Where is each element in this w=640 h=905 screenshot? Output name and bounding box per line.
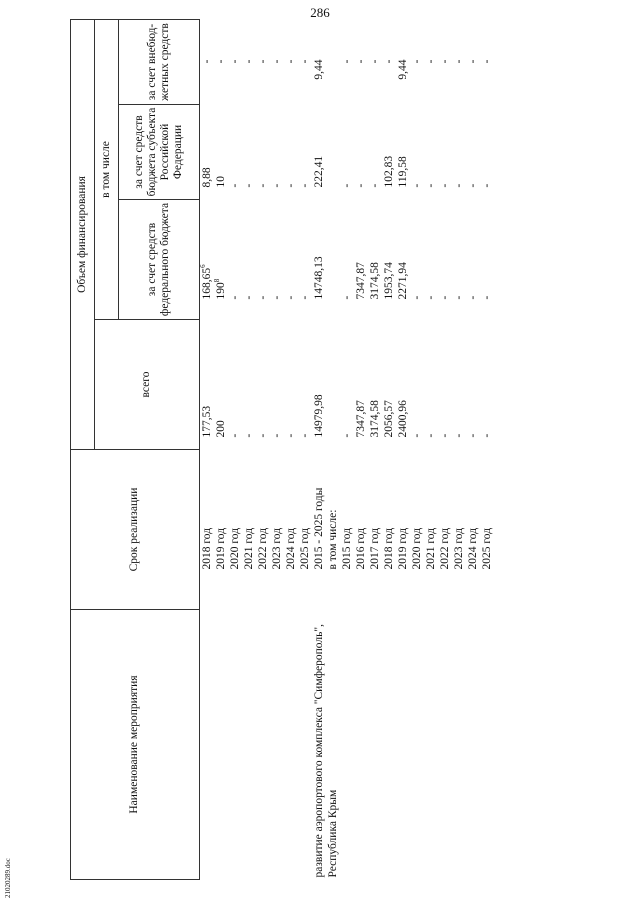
row-extrabudget: -: [369, 59, 381, 64]
header-federal: за счет средств федерального бюджета: [119, 200, 200, 320]
federal-value: -: [271, 295, 283, 300]
row-period: 2020 год: [411, 527, 423, 570]
row-extrabudget: -: [467, 59, 479, 64]
row-federal: [312, 200, 326, 320]
row-federal: [270, 200, 284, 320]
row-total: [326, 320, 340, 450]
row-period: 2021 год: [425, 527, 437, 570]
row-regional: 102,83: [383, 155, 395, 188]
row-name: [480, 610, 494, 880]
federal-value: -: [481, 295, 493, 300]
row-federal: [466, 200, 480, 320]
financing-table: [70, 19, 494, 880]
row-period: 2024 год: [467, 527, 479, 570]
row-federal: [382, 200, 396, 320]
row-period: 2021 год: [243, 527, 255, 570]
row-extrabudget: -: [299, 59, 311, 64]
row-regional: -: [257, 183, 269, 188]
row-extrabudget: -: [411, 59, 423, 64]
header-extrabudget: за счет внебюд-жетных средств: [119, 19, 200, 104]
row-extrabudget: -: [341, 59, 353, 64]
row-name: [270, 610, 284, 880]
row-name: [200, 610, 215, 880]
row-regional: 119,58: [397, 156, 409, 188]
row-name: [396, 610, 410, 880]
row-federal: [410, 200, 424, 320]
row-name: [368, 610, 382, 880]
table-row: [466, 19, 480, 879]
rotated-table-container: [70, 20, 580, 880]
row-name: [298, 610, 312, 880]
row-total: -: [271, 433, 283, 438]
row-regional: [326, 105, 340, 200]
row-federal: [298, 200, 312, 320]
table-row: [256, 19, 270, 879]
row-period: 2015 - 2025 годы: [313, 487, 325, 570]
table-row: [340, 19, 354, 879]
federal-value: -: [285, 295, 297, 300]
federal-value: 190: [215, 282, 227, 300]
table-row: [270, 19, 284, 879]
federal-value: -: [411, 295, 423, 300]
row-name: [452, 610, 466, 880]
row-period: 2025 год: [299, 527, 311, 570]
federal-value: -: [229, 295, 241, 300]
row-regional: -: [299, 183, 311, 188]
table-row: [354, 19, 368, 879]
table-row: [480, 19, 494, 879]
row-extrabudget: -: [229, 59, 241, 64]
row-regional: -: [439, 183, 451, 188]
row-total: -: [341, 433, 353, 438]
row-total: 177,53: [201, 405, 213, 438]
row-extrabudget: -: [355, 59, 367, 64]
row-period: 2020 год: [229, 527, 241, 570]
row-total: -: [439, 433, 451, 438]
row-extrabudget: 9,44: [313, 59, 325, 80]
row-total: -: [229, 433, 241, 438]
row-period: 2024 год: [285, 527, 297, 570]
row-federal: [326, 200, 340, 320]
row-regional: -: [467, 183, 479, 188]
table-row: [214, 19, 228, 879]
row-federal: [368, 200, 382, 320]
federal-value: -: [425, 295, 437, 300]
federal-value: -: [243, 295, 255, 300]
row-federal: [214, 200, 228, 320]
row-extrabudget: -: [481, 59, 493, 64]
table-row: [228, 19, 242, 879]
table-row: [438, 19, 452, 879]
row-regional: -: [341, 183, 353, 188]
federal-value: 1953,74: [383, 262, 395, 300]
row-name: [284, 610, 298, 880]
row-federal: [438, 200, 452, 320]
row-total: 2400,96: [397, 400, 409, 438]
table-row: [200, 19, 215, 879]
row-federal: [284, 200, 298, 320]
row-extrabudget: -: [201, 59, 213, 64]
table-row: [382, 19, 396, 879]
row-total: -: [257, 433, 269, 438]
row-extrabudget: -: [215, 59, 227, 64]
row-extrabudget: -: [257, 59, 269, 64]
row-total: -: [425, 433, 437, 438]
row-total: 3174,58: [369, 400, 381, 438]
row-extrabudget: [326, 19, 340, 104]
row-regional: -: [285, 183, 297, 188]
row-federal: [396, 200, 410, 320]
table-row: [410, 19, 424, 879]
row-federal: [340, 200, 354, 320]
row-regional: -: [243, 183, 255, 188]
table-row: [396, 19, 410, 879]
row-name: [438, 610, 452, 880]
row-name: [354, 610, 368, 880]
federal-value: 168,65: [201, 267, 213, 300]
row-regional: -: [425, 183, 437, 188]
row-period: 2022 год: [257, 527, 269, 570]
federal-value: 2271,94: [397, 262, 409, 300]
row-total: -: [299, 433, 311, 438]
row-period: 2018 год: [201, 527, 213, 570]
table-row: [452, 19, 466, 879]
row-extrabudget: 9,44: [397, 59, 409, 80]
row-period: в том числе:: [327, 509, 339, 570]
row-name: развитие аэропортового комплекса "Симферополь", Республика Крым: [313, 624, 339, 878]
row-name: [340, 610, 354, 880]
header-volume: Объем финансирования: [71, 19, 95, 449]
row-period: 2023 год: [453, 527, 465, 570]
row-extrabudget: -: [439, 59, 451, 64]
row-name: [256, 610, 270, 880]
table-row: [298, 19, 312, 879]
row-total: -: [285, 433, 297, 438]
row-federal: [200, 200, 215, 320]
row-regional: -: [453, 183, 465, 188]
row-regional: -: [271, 183, 283, 188]
header-total: всего: [95, 320, 200, 450]
row-name: [466, 610, 480, 880]
footnote-marker: 6: [199, 264, 208, 268]
table-row: [284, 19, 298, 879]
row-name: [424, 610, 438, 880]
row-period: 2025 год: [481, 527, 493, 570]
row-regional: -: [229, 183, 241, 188]
page-number: 286: [310, 5, 330, 20]
row-period: 2023 год: [271, 527, 283, 570]
row-regional: 10: [215, 176, 227, 188]
federal-value: -: [467, 295, 479, 300]
row-period: 2017 год: [369, 527, 381, 570]
row-regional: -: [411, 183, 423, 188]
row-federal: [452, 200, 466, 320]
row-federal: [256, 200, 270, 320]
row-total: 7347,87: [355, 400, 367, 438]
row-extrabudget: -: [243, 59, 255, 64]
row-total: -: [243, 433, 255, 438]
table-row: [368, 19, 382, 879]
table-row: [312, 19, 326, 879]
federal-value: -: [299, 295, 311, 300]
row-extrabudget: -: [285, 59, 297, 64]
row-name: [410, 610, 424, 880]
row-total: -: [481, 433, 493, 438]
row-name: [242, 610, 256, 880]
row-extrabudget: -: [453, 59, 465, 64]
row-total: -: [411, 433, 423, 438]
header-regional: за счет средств бюджета субъекта Российской Федерации: [119, 105, 200, 200]
row-total: -: [453, 433, 465, 438]
row-period: 2016 год: [355, 527, 367, 570]
header-period: Срок реализации: [71, 450, 200, 610]
federal-value: -: [439, 295, 451, 300]
federal-value: -: [341, 295, 353, 300]
row-regional: 8,88: [201, 167, 213, 188]
federal-value: 7347,87: [355, 262, 367, 300]
row-federal: [480, 200, 494, 320]
row-federal: [354, 200, 368, 320]
row-name: [228, 610, 242, 880]
table-row: [424, 19, 438, 879]
table-body: [200, 19, 495, 879]
row-regional: -: [369, 183, 381, 188]
row-federal: [242, 200, 256, 320]
header-including: в том числе: [95, 19, 119, 319]
row-total: 2056,57: [383, 400, 395, 438]
row-total: 200: [215, 420, 227, 438]
file-name: 21020289.doc: [4, 858, 12, 898]
row-period: 2015 год: [341, 527, 353, 570]
row-period: 2019 год: [215, 527, 227, 570]
federal-value: -: [453, 295, 465, 300]
row-name: [214, 610, 228, 880]
federal-value: 14748,13: [313, 256, 325, 300]
row-extrabudget: -: [383, 59, 395, 64]
table-row: [242, 19, 256, 879]
header-name: Наименование мероприятия: [71, 610, 200, 880]
row-regional: 222,41: [313, 155, 325, 188]
row-period: 2018 год: [383, 527, 395, 570]
footnote-marker: 8: [213, 278, 222, 283]
row-total: 14979,98: [313, 394, 325, 438]
federal-value: -: [257, 295, 269, 300]
row-regional: -: [481, 183, 493, 188]
row-federal: [424, 200, 438, 320]
row-name: [382, 610, 396, 880]
federal-value: 3174,58: [369, 262, 381, 300]
row-period: 2022 год: [439, 527, 451, 570]
row-extrabudget: -: [271, 59, 283, 64]
row-regional: -: [355, 183, 367, 188]
row-federal: [228, 200, 242, 320]
row-period: 2019 год: [397, 527, 409, 570]
row-extrabudget: -: [425, 59, 437, 64]
row-total: -: [467, 433, 479, 438]
